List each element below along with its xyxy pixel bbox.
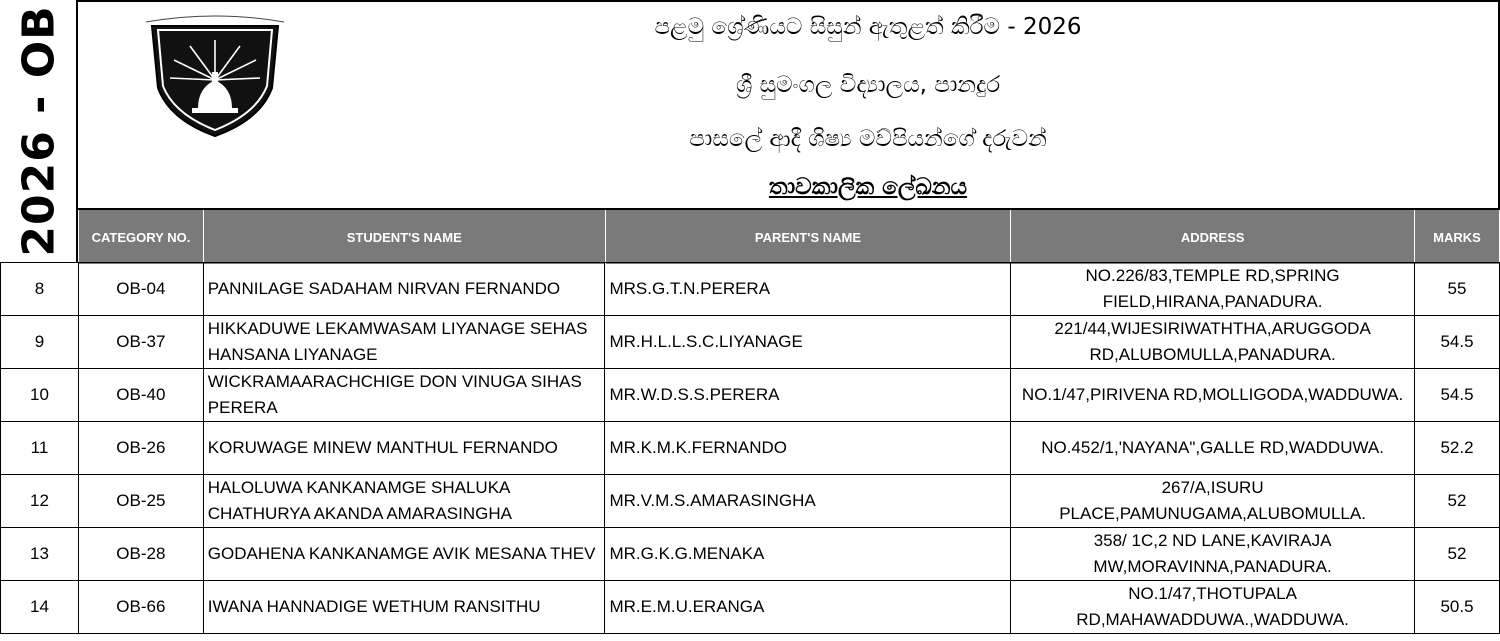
table-row <box>1 316 1500 369</box>
row-number: 11 <box>1 422 79 475</box>
row-number: 14 <box>1 581 79 634</box>
parent-name-cell: MR.W.D.S.S.PERERA <box>605 369 1011 422</box>
marks-cell: 54.5 <box>1415 316 1500 369</box>
address-cell: NO.1/47,PIRIVENA RD,MOLLIGODA,WADDUWA. <box>1011 369 1415 422</box>
row-number: 13 <box>1 528 79 581</box>
marks-cell: 50.5 <box>1415 581 1500 634</box>
parent-name-cell: MRS.G.T.N.PERERA <box>605 263 1011 316</box>
side-label <box>0 0 78 262</box>
row-number: 9 <box>1 316 79 369</box>
side-label-text: 2026 - OB <box>13 5 65 257</box>
category-no-cell: OB-37 <box>78 316 203 369</box>
header-category-description: පාසලේ ආදී ශිෂ්‍ය මව්පියන්ගේ දරුවන් <box>689 126 1047 152</box>
address-cell: 358/ 1C,2 ND LANE,KAVIRAJA MW,MORAVINNA,PANADURA. <box>1011 528 1415 581</box>
parent-name-cell: MR.E.M.U.ERANGA <box>605 581 1011 634</box>
header-title-line-1: පළමු ශ්‍රේණියට සිසුන් ඇතුළත් කිරීම - 2026 <box>654 14 1082 40</box>
column-header-student: STUDENT'S NAME <box>203 209 605 265</box>
table-row <box>1 581 1500 634</box>
table-row <box>1 528 1500 581</box>
parent-name-cell: MR.K.M.K.FERNANDO <box>605 422 1011 475</box>
category-no-cell: OB-66 <box>78 581 203 634</box>
header-provisional-list: තාවකාලික ලේඛනය <box>768 174 968 200</box>
table-row <box>1 369 1500 422</box>
school-crest-logo <box>140 8 290 138</box>
row-number: 12 <box>1 475 79 528</box>
row-number: 8 <box>1 263 79 316</box>
table-row <box>1 263 1500 316</box>
student-name-cell: KORUWAGE MINEW MANTHUL FERNANDO <box>203 422 605 475</box>
marks-cell: 54.5 <box>1415 369 1500 422</box>
table-header <box>78 208 1500 265</box>
address-cell: 267/A,ISURU PLACE,PAMUNUGAMA,ALUBOMULLA. <box>1011 475 1415 528</box>
table-row <box>1 475 1500 528</box>
category-no-cell: OB-25 <box>78 475 203 528</box>
category-no-cell: OB-40 <box>78 369 203 422</box>
address-cell: NO.452/1,'NAYANA",GALLE RD,WADDUWA. <box>1011 422 1415 475</box>
address-cell: NO.226/83,TEMPLE RD,SPRING FIELD,HIRANA,PANADURA. <box>1011 263 1415 316</box>
marks-cell: 52 <box>1415 475 1500 528</box>
student-name-cell: HIKKADUWE LEKAMWASAM LIYANAGE SEHAS HANSANA LIYANAGE <box>203 316 605 369</box>
parent-name-cell: MR.G.K.G.MENAKA <box>605 528 1011 581</box>
student-name-cell: IWANA HANNADIGE WETHUM RANSITHU <box>203 581 605 634</box>
category-no-cell: OB-28 <box>78 528 203 581</box>
address-cell: NO.1/47,THOTUPALA RD,MAHAWADDUWA.,WADDUWA. <box>1011 581 1415 634</box>
document-header <box>78 0 1500 208</box>
category-no-cell: OB-26 <box>78 422 203 475</box>
category-no-cell: OB-04 <box>78 263 203 316</box>
table-row <box>1 422 1500 475</box>
parent-name-cell: MR.V.M.S.AMARASINGHA <box>605 475 1011 528</box>
column-header-marks: MARKS <box>1415 209 1500 265</box>
column-header-parent: PARENT'S NAME <box>605 209 1011 265</box>
student-name-cell: PANNILAGE SADAHAM NIRVAN FERNANDO <box>203 263 605 316</box>
students-table <box>0 262 1500 634</box>
column-header-address: ADDRESS <box>1011 209 1415 265</box>
marks-cell: 55 <box>1415 263 1500 316</box>
student-name-cell: WICKRAMAARACHCHIGE DON VINUGA SIHAS PERERA <box>203 369 605 422</box>
parent-name-cell: MR.H.L.L.S.C.LIYANAGE <box>605 316 1011 369</box>
student-name-cell: GODAHENA KANKANAMGE AVIK MESANA THEV <box>203 528 605 581</box>
column-header-category: CATEGORY NO. <box>79 209 204 265</box>
row-number: 10 <box>1 369 79 422</box>
marks-cell: 52 <box>1415 528 1500 581</box>
header-school-name: ශ්‍රී සුමංගල විද්‍යාලය, පානදුර <box>735 72 1001 98</box>
student-name-cell: HALOLUWA KANKANAMGE SHALUKA CHATHURYA AKANDA AMARASINGHA <box>203 475 605 528</box>
address-cell: 221/44,WIJESIRIWATHTHA,ARUGGODA RD,ALUBOMULLA,PANADURA. <box>1011 316 1415 369</box>
marks-cell: 52.2 <box>1415 422 1500 475</box>
